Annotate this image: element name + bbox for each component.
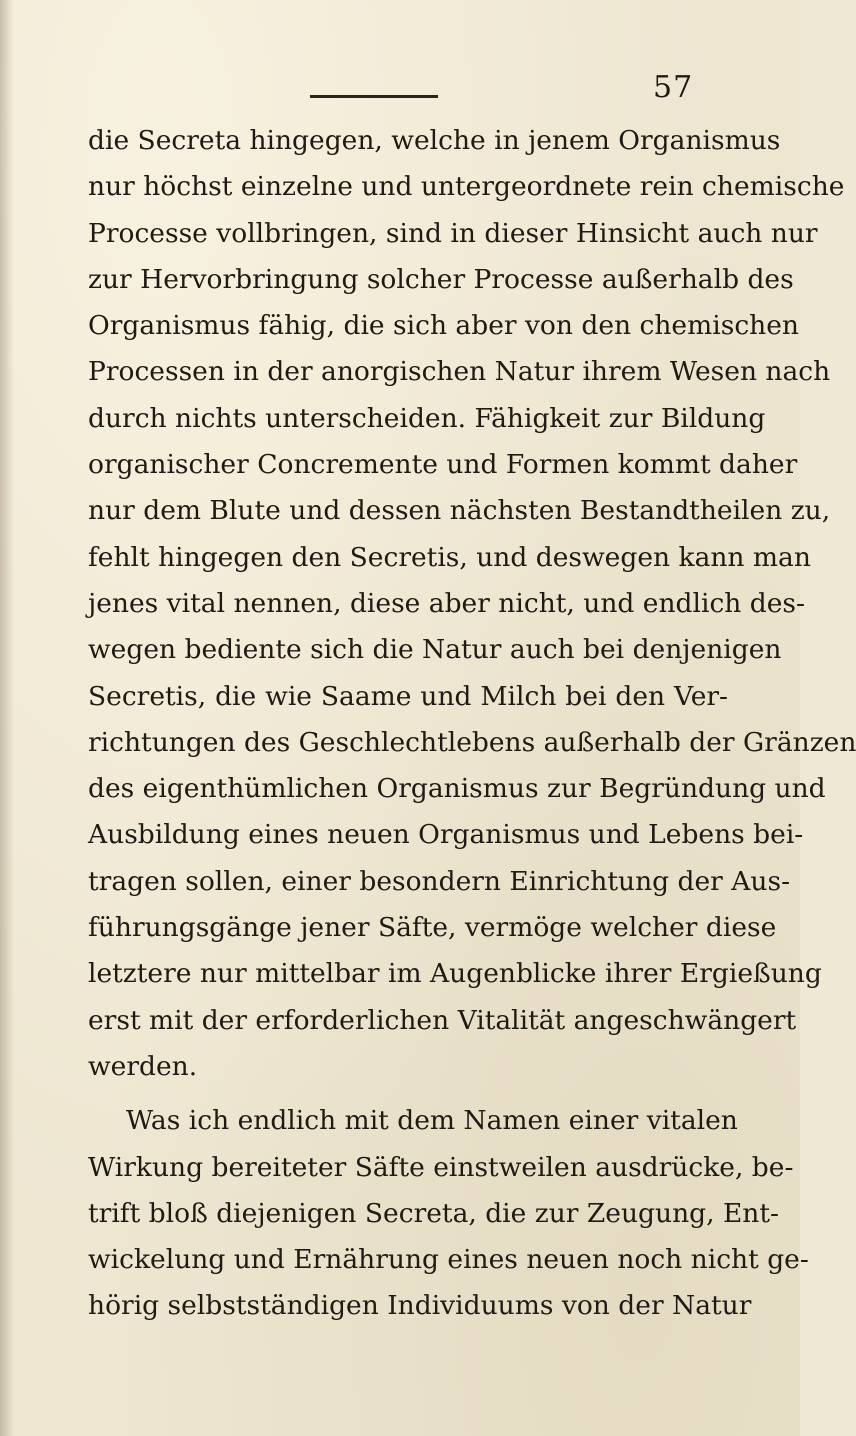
text-line: Was ich endlich mit dem Namen einer vitalen [126, 1105, 738, 1137]
text-line: Secretis, die wie Saame und Milch bei den Ver- [88, 680, 728, 712]
text-line: Wirkung bereiteter Säfte einstweilen ausdrücke, be- [88, 1151, 794, 1183]
text-line: nur dem Blute und dessen nächsten Bestandtheilen zu, [88, 495, 831, 527]
text-line: tragen sollen, einer besondern Einrichtung der Aus- [88, 865, 791, 897]
text-line: führungsgänge jener Säfte, vermöge welcher diese [88, 912, 777, 944]
text-line: nur höchst einzelne und untergeordnete rein chemische [88, 171, 845, 203]
text-line: richtungen des Geschlechtlebens außerhalb der Gränzen [88, 726, 856, 758]
text-line: hörig selbstständigen Individuums von der Natur [88, 1290, 752, 1322]
text-line: werden. [88, 1050, 198, 1082]
text-line: trift bloß diejenigen Secreta, die zur Zeugung, Ent- [88, 1197, 779, 1229]
text-line: durch nichts unterscheiden. Fähigkeit zur Bildung [88, 402, 766, 434]
text-line: Processen in der anorgischen Natur ihrem Wesen nach [88, 356, 831, 388]
text-line: erst mit der erforderlichen Vitalität angeschwängert [88, 1004, 797, 1036]
body-text [88, 118, 856, 1330]
text-line: fehlt hingegen den Secretis, und deswegen kann man [88, 541, 811, 573]
text-line: Ausbildung eines neuen Organismus und Lebens bei- [88, 819, 804, 851]
text-line: zur Hervorbringung solcher Processe außerhalb des [88, 263, 794, 295]
text-line: jenes vital nennen, diese aber nicht, und endlich des- [88, 587, 805, 619]
text-line: des eigenthümlichen Organismus zur Begründung und [88, 773, 826, 805]
paragraph-gap [88, 1090, 728, 1098]
text-line: organischer Concremente und Formen kommt daher [88, 449, 798, 481]
text-line: wegen bediente sich die Natur auch bei denjenigen [88, 634, 782, 666]
page-binding-shadow [0, 0, 14, 1436]
text-line: Organismus fähig, die sich aber von den chemischen [88, 310, 799, 342]
text-line: die Secreta hingegen, welche in jenem Organismus [88, 125, 781, 156]
header-rule [310, 95, 438, 98]
text-line: Processe vollbringen, sind in dieser Hinsicht auch nur [88, 217, 818, 249]
text-line: letztere nur mittelbar im Augenblicke ihrer Ergießung [88, 958, 822, 990]
text-line: wickelung und Ernährung eines neuen noch nicht ge- [88, 1244, 809, 1276]
page-number: 57 [653, 70, 694, 105]
